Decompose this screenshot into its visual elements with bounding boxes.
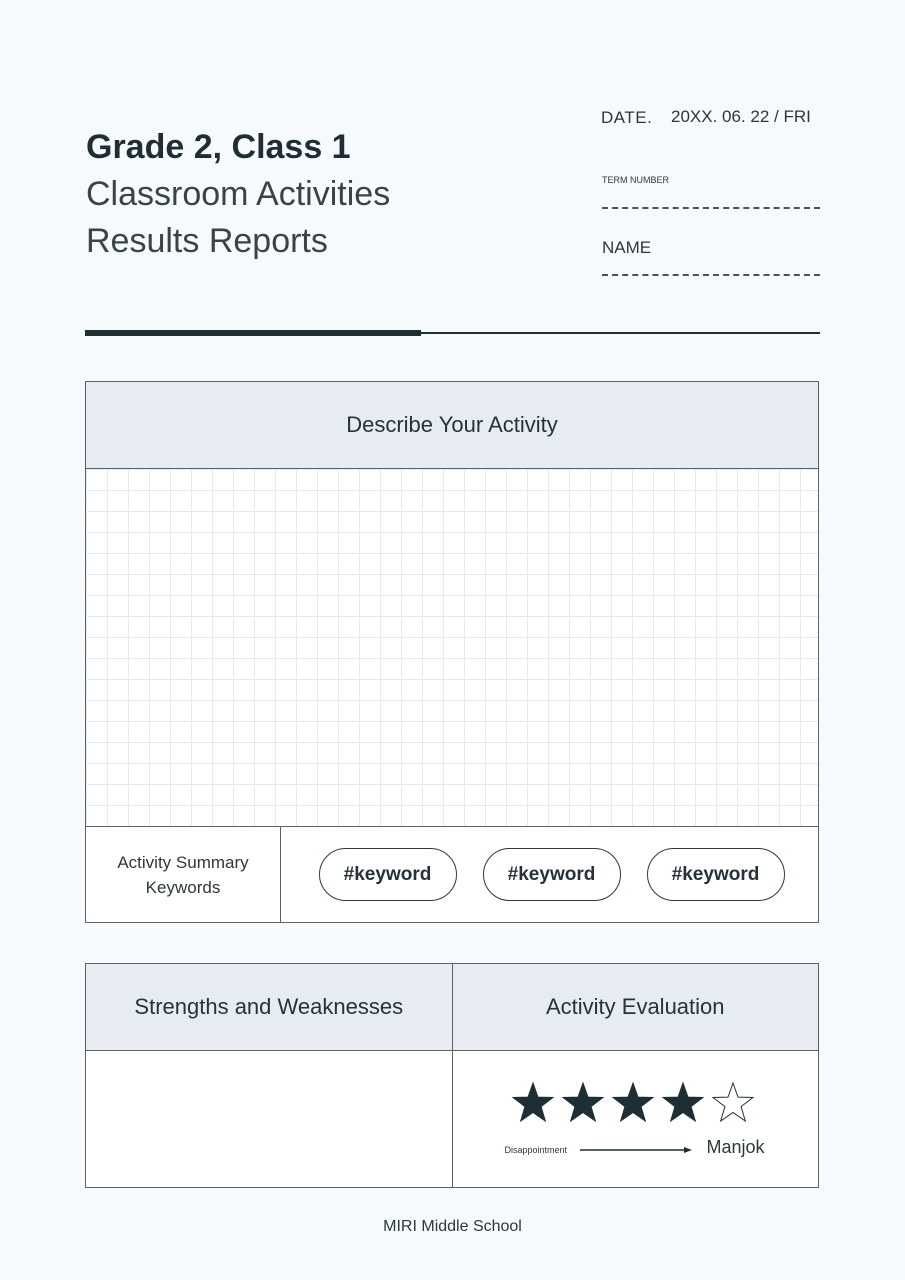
star-rating[interactable] (511, 1081, 755, 1125)
star-empty-icon[interactable] (711, 1081, 755, 1125)
evaluation-area (453, 1051, 819, 1187)
star-filled-icon[interactable] (561, 1081, 605, 1125)
strengths-column (86, 964, 452, 1187)
keyword-chip[interactable]: #keyword (647, 848, 785, 901)
header-rule-thick (85, 330, 421, 336)
term-number-field[interactable] (602, 207, 820, 209)
rating-scale (505, 1137, 775, 1161)
school-name: MIRI Middle School (383, 1218, 522, 1235)
scale-high-label: Manjok (706, 1137, 765, 1157)
keyword-chip[interactable]: #keyword (483, 848, 621, 901)
page-subtitle-line2: Results Reports (86, 222, 328, 260)
scale-arrow-icon (580, 1146, 692, 1154)
star-filled-icon[interactable] (661, 1081, 705, 1125)
evaluation-column (452, 964, 819, 1187)
activity-heading: Describe Your Activity (86, 382, 818, 469)
activity-box (85, 381, 819, 923)
evaluation-heading: Activity Evaluation (453, 964, 819, 1051)
term-number-label: TERM NUMBER (602, 175, 669, 185)
date-label: DATE. (601, 108, 653, 127)
strengths-area[interactable] (86, 1051, 452, 1187)
header-rule-thin (421, 332, 820, 334)
keyword-summary-label-line2: Keywords (145, 877, 221, 897)
keyword-summary-label-line1: Activity Summary (117, 852, 249, 872)
name-label: NAME (602, 238, 652, 257)
activity-description-area[interactable] (86, 469, 818, 827)
date-value: 20XX. 06. 22 / FRI (671, 107, 811, 126)
scale-low-label: Disappointment (504, 1145, 568, 1155)
name-field[interactable] (602, 274, 820, 276)
keyword-row (86, 827, 818, 922)
page-title: Grade 2, Class 1 (86, 128, 351, 166)
keyword-chip[interactable]: #keyword (319, 848, 457, 901)
page-subtitle-line1: Classroom Activities (86, 175, 391, 213)
evaluation-box (85, 963, 819, 1188)
keyword-summary-label (86, 827, 281, 922)
keyword-chips (281, 827, 818, 922)
strengths-heading: Strengths and Weaknesses (86, 964, 452, 1051)
star-filled-icon[interactable] (511, 1081, 555, 1125)
star-filled-icon[interactable] (611, 1081, 655, 1125)
